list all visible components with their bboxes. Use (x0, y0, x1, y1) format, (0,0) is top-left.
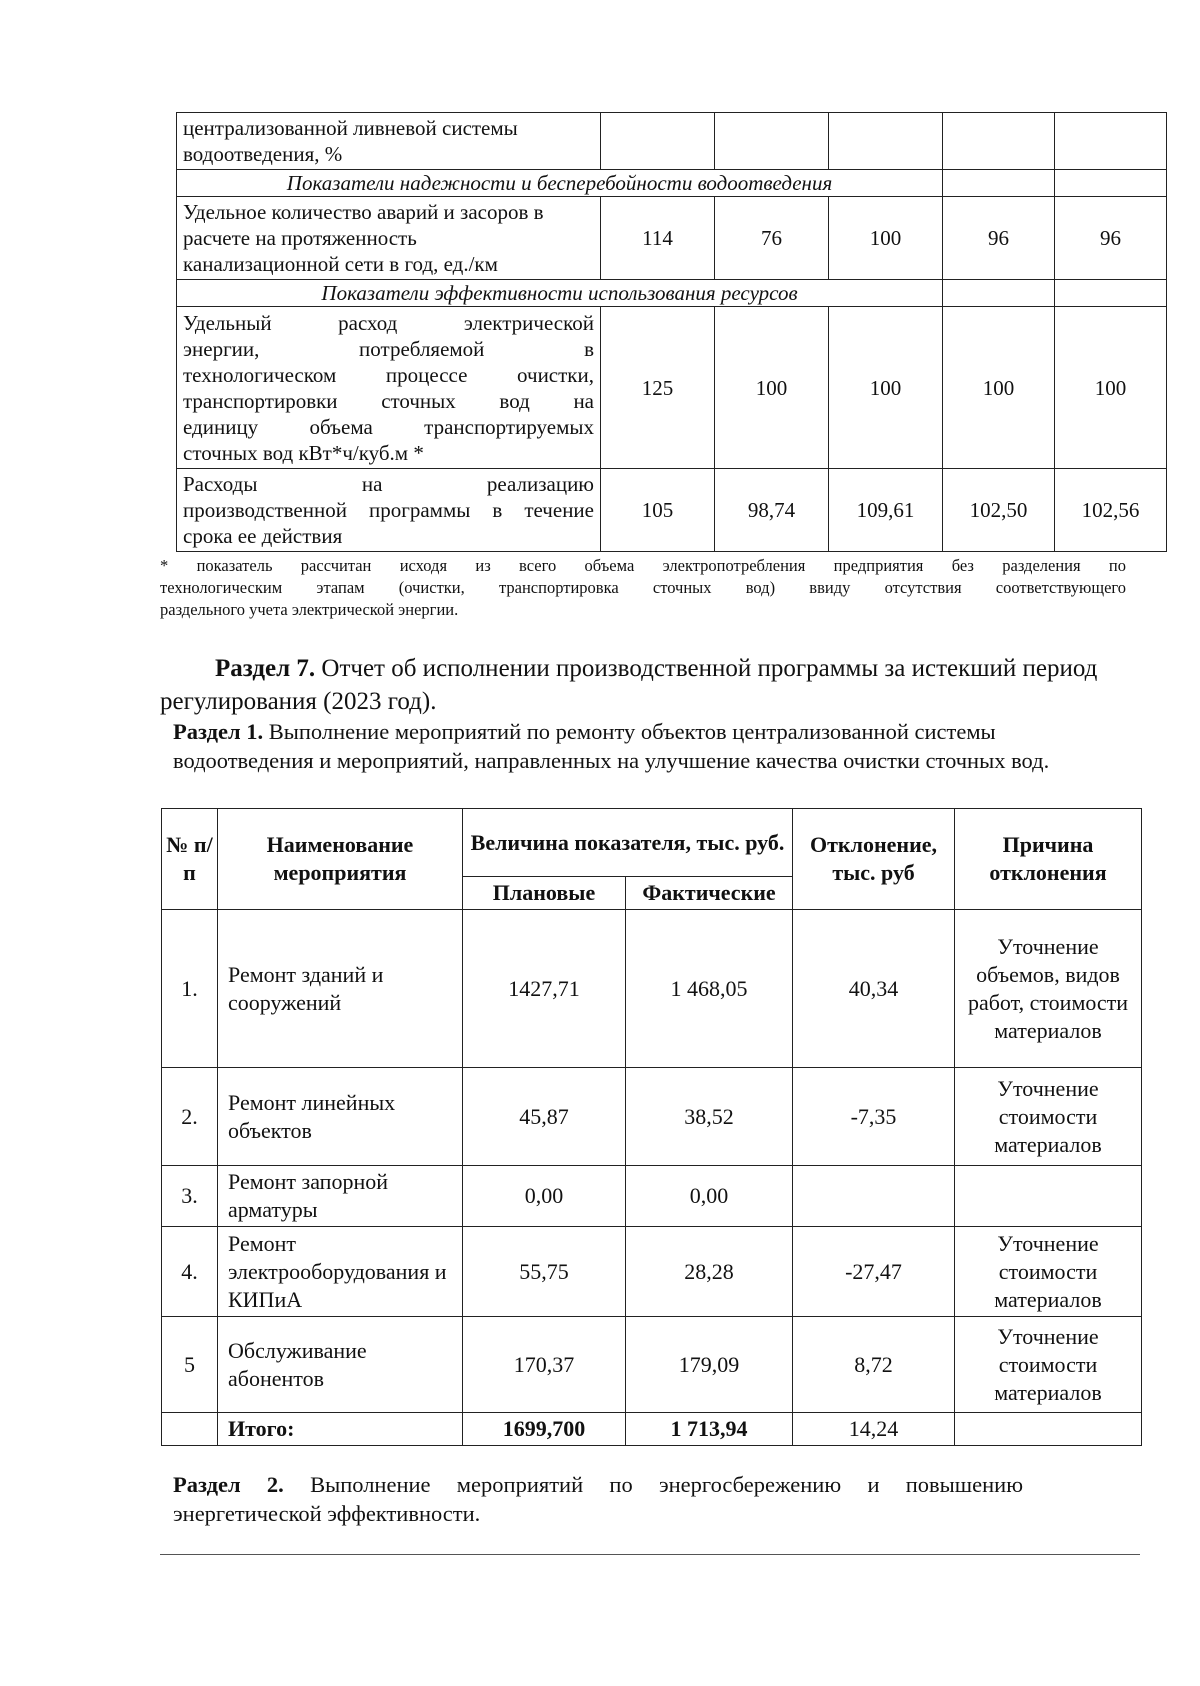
indicator-label (177, 307, 601, 469)
table-row (162, 1317, 1142, 1413)
header-row (162, 809, 1142, 877)
row-reason: Уточнение стоимости материалов (955, 1068, 1142, 1166)
row-planned: 0,00 (463, 1166, 626, 1227)
row-planned: 170,37 (463, 1317, 626, 1413)
footnote-line: раздельного учета электрической энергии. (160, 600, 459, 619)
empty-cell (162, 1413, 218, 1446)
header-deviation: Отклонение, тыс. руб (793, 809, 955, 910)
label-line: канализационной сети в год, ед./км (183, 252, 498, 276)
empty-cell (955, 1413, 1142, 1446)
row-name: Ремонт линейных объектов (218, 1068, 463, 1166)
row-deviation: -7,35 (793, 1068, 955, 1166)
value-cell: 100 (715, 307, 829, 469)
section-1-line-1: Выполнение мероприятий по ремонту объектов централизованной системы (268, 719, 996, 744)
row-deviation (793, 1166, 955, 1227)
section-7-line-2: регулирования (2023 год). (160, 688, 437, 715)
row-num: 3. (162, 1166, 218, 1227)
section-7-heading (160, 652, 1160, 718)
section-1-label: Раздел 1. (173, 719, 264, 744)
indicator-label (177, 197, 601, 280)
total-actual: 1 713,94 (626, 1413, 793, 1446)
label-line: водоотведения, % (183, 142, 343, 166)
empty-cell (1055, 113, 1167, 170)
empty-cell (601, 113, 715, 170)
indicator-label (177, 113, 601, 170)
section-row (177, 170, 1167, 197)
value-cell: 125 (601, 307, 715, 469)
empty-cell (1055, 280, 1167, 307)
section-2-line-1-wrap (173, 1470, 1023, 1499)
row-actual: 0,00 (626, 1166, 793, 1227)
row-name: Ремонт запорной арматуры (218, 1166, 463, 1227)
value-cell: 102,56 (1055, 469, 1167, 552)
section-2-label: Раздел 2. (173, 1472, 284, 1497)
label-line: Расходы на реализацию (183, 472, 594, 496)
value-cell: 100 (1055, 307, 1167, 469)
table-row (162, 1166, 1142, 1227)
empty-cell (829, 113, 943, 170)
label-line: производственной программы в течение (183, 498, 594, 522)
section-row (177, 280, 1167, 307)
row-deviation: 40,34 (793, 910, 955, 1068)
header-num: № п/п (162, 809, 218, 910)
label-line: сточных вод кВт*ч/куб.м * (183, 440, 424, 465)
row-num: 4. (162, 1227, 218, 1317)
label-line: энергии, потребляемой в (183, 336, 594, 361)
row-reason: Уточнение объемов, видов работ, стоимости материалов (955, 910, 1142, 1068)
total-deviation: 14,24 (793, 1413, 955, 1446)
events-table (161, 808, 1142, 1446)
header-planned: Плановые (463, 877, 626, 910)
value-cell: 105 (601, 469, 715, 552)
label-line: централизованной ливневой системы (183, 116, 518, 140)
row-actual: 38,52 (626, 1068, 793, 1166)
row-num: 1. (162, 910, 218, 1068)
row-deviation: 8,72 (793, 1317, 955, 1413)
label-line: срока ее действия (183, 524, 343, 548)
table-row (177, 307, 1167, 469)
row-name: Обслуживание абонентов (218, 1317, 463, 1413)
total-row (162, 1413, 1142, 1446)
label-line: единицу объема транспортируемых (183, 414, 594, 439)
indicators-table (176, 112, 1167, 552)
row-deviation: -27,47 (793, 1227, 955, 1317)
header-reason: Причина отклонения (955, 809, 1142, 910)
empty-cell (943, 280, 1055, 307)
indicator-label (177, 469, 601, 552)
section-1-heading (173, 717, 1173, 775)
footnote (160, 555, 1126, 621)
table-row (177, 469, 1167, 552)
table-row (162, 1227, 1142, 1317)
value-cell: 100 (829, 307, 943, 469)
value-cell: 102,50 (943, 469, 1055, 552)
section-2-heading (173, 1470, 1023, 1528)
footnote-line: * показатель рассчитан исходя из всего объема электропотребления предприятия без разделения по (160, 556, 1126, 575)
empty-cell (715, 113, 829, 170)
table-row (162, 1068, 1142, 1166)
value-cell: 98,74 (715, 469, 829, 552)
row-actual: 28,28 (626, 1227, 793, 1317)
section-1-line-2: водоотведения и мероприятий, направленных на улучшение качества очистки сточных вод. (173, 748, 1050, 773)
bottom-rule (160, 1554, 1140, 1555)
row-actual: 1 468,05 (626, 910, 793, 1068)
value-cell: 109,61 (829, 469, 943, 552)
row-name: Ремонт электрооборудования и КИПиА (218, 1227, 463, 1317)
total-label: Итого: (218, 1413, 463, 1446)
value-cell: 96 (1055, 197, 1167, 280)
section-title-efficiency: Показатели эффективности использования ресурсов (177, 280, 943, 307)
total-planned: 1699,700 (463, 1413, 626, 1446)
label-line: транспортировки сточных вод на (183, 388, 594, 413)
table-row (162, 910, 1142, 1068)
empty-cell (1055, 170, 1167, 197)
header-actual: Фактические (626, 877, 793, 910)
value-cell: 100 (829, 197, 943, 280)
row-reason: Уточнение стоимости материалов (955, 1317, 1142, 1413)
row-num: 5 (162, 1317, 218, 1413)
row-planned: 45,87 (463, 1068, 626, 1166)
row-reason (955, 1166, 1142, 1227)
empty-cell (943, 113, 1055, 170)
header-name: Наименование мероприятия (218, 809, 463, 910)
label-line: расчете на протяженность (183, 226, 417, 250)
header-value: Величина показателя, тыс. руб. (463, 809, 793, 877)
footnote-line: технологическим этапам (очистки, транспортировка сточных вод) ввиду отсутствия соответствующего (160, 578, 1126, 597)
label-line: технологическом процессе очистки, (183, 362, 594, 387)
value-cell: 114 (601, 197, 715, 280)
row-planned: 55,75 (463, 1227, 626, 1317)
section-2-line-1: Выполнение мероприятий по энергосбережению и повышению (310, 1472, 1024, 1497)
row-name: Ремонт зданий и сооружений (218, 910, 463, 1068)
row-actual: 179,09 (626, 1317, 793, 1413)
label-line: Удельное количество аварий и засоров в (183, 200, 544, 224)
table-row (177, 197, 1167, 280)
value-cell: 96 (943, 197, 1055, 280)
empty-cell (943, 170, 1055, 197)
value-cell: 76 (715, 197, 829, 280)
section-title-reliability: Показатели надежности и бесперебойности водоотведения (177, 170, 943, 197)
row-reason: Уточнение стоимости материалов (955, 1227, 1142, 1317)
table-row (177, 113, 1167, 170)
value-cell: 100 (943, 307, 1055, 469)
section-7-label: Раздел 7. (215, 655, 316, 682)
row-planned: 1427,71 (463, 910, 626, 1068)
section-7-line-1: Отчет об исполнении производственной программы за истекший период (321, 655, 1098, 682)
section-2-line-2: энергетической эффективности. (173, 1501, 481, 1526)
label-line: Удельный расход электрической (183, 310, 594, 335)
row-num: 2. (162, 1068, 218, 1166)
